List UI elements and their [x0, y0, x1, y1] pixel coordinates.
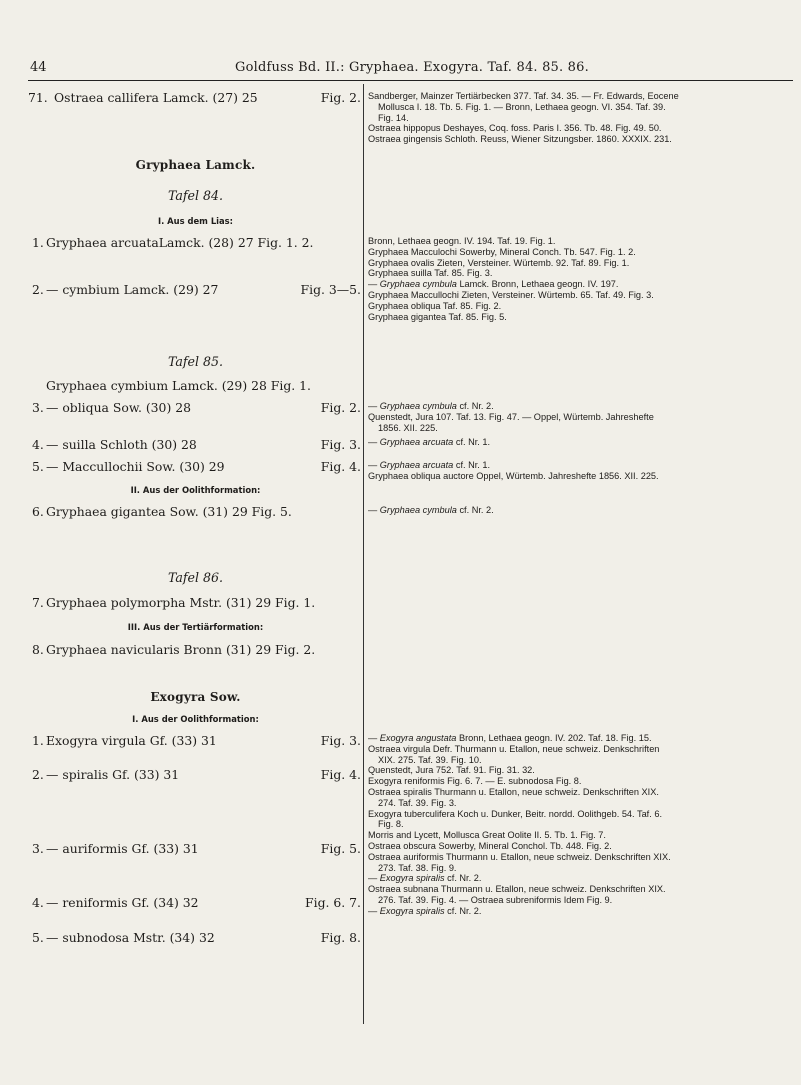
entry-71: 71. Ostraea callifera Lamck. (27) 25 Fig. 2. — [28, 90, 361, 105]
entry-8: 8. Gryphaea navicularis Bronn (31) 29 Fig. 2. — [32, 642, 316, 657]
entry-6: 6. Gryphaea gigantea Sow. (31) 29 Fig. 5. — [32, 504, 292, 519]
page-number: 44 — [30, 60, 47, 75]
refs-entries-1-2: Bronn, Lethaea geogn. IV. 194. Taf. 19. Fig. 1. Gryphaea Macculochi Sowerby, Mineral Conch. Tb. 547. Fig. 1. 2. Gryphaea ovalis Zieten, Versteiner. Würtemb. 92. Taf. 89. Fig. 1. Gryphaea suilla Taf. 85. Fig. 3. — Gryphaea cymbula Lamck. Bronn, Lethaea geogn. IV. 197. Gryphaea Maccullochi Zieten, Versteiner. Würtemb. 65. Taf. 49. Fig. 3. Gryphaea obliqua Taf. 85. Fig. 2. Gryphaea gigantea Taf. 85. Fig. 5. — [368, 236, 654, 322]
header-rule — [28, 80, 793, 81]
entry-2: 2. — cymbium Lamck. (29) 27 Fig. 3—5. — [32, 282, 361, 297]
entry-7: 7. Gryphaea polymorpha Mstr. (31) 29 Fig. 1. — [32, 595, 316, 610]
refs-entry-71: Sandberger, Mainzer Tertiärbecken 377. Taf. 34. 35. — Fr. Edwards, Eocene Mollusca I. 18. Tb. 5. Fig. 1. — Bronn, Lethaea geogn. VI. 354. Taf. 39. Fig. 14. Ostraea hippopus Deshayes, Coq. foss. Paris I. 356. Tb. 48. Fig. 49. 50. Ostraea gingensis Schloth. Reuss, Wiener Sitzungsber. 1860. XXXIX. 231. — [368, 91, 679, 145]
entry-x5: 5. — subnodosa Mstr. (34) 32 Fig. 8. — [32, 930, 361, 945]
entry-x3: 3. — auriformis Gf. (33) 31 Fig. 5. — [32, 841, 361, 856]
tafel-84-heading: Tafel 84. — [167, 188, 224, 203]
section-oolith-2: I. Aus der Oolithformation: — [132, 714, 259, 724]
genus-heading-gryphaea: Gryphaea Lamck. — [135, 158, 256, 172]
section-tertiar: III. Aus der Tertiärformation: — [127, 622, 264, 632]
running-title: Goldfuss Bd. II.: Gryphaea. Exogyra. Taf. 84. 85. 86. — [235, 60, 589, 75]
entry-85-1: Gryphaea cymbium Lamck. (29) 28 Fig. 1. — [46, 378, 311, 393]
entry-x2: 2. — spiralis Gf. (33) 31 Fig. 4. — [32, 767, 361, 782]
column-divider — [363, 84, 364, 1024]
tafel-85-heading: Tafel 85. — [167, 354, 224, 369]
section-oolith: II. Aus der Oolithformation: — [130, 485, 261, 495]
tafel-86-heading: Tafel 86. — [167, 570, 224, 585]
running-header — [0, 56, 801, 80]
entry-5: 5. — Maccullochii Sow. (30) 29 Fig. 4. — [32, 459, 361, 474]
refs-entry-4: — Gryphaea arcuata cf. Nr. 1. — [368, 437, 491, 447]
entry-1: 1. Gryphaea arcuataLamck. (28) 27 Fig. 1. 2. — [32, 235, 314, 250]
refs-exogyra: — Exogyra angustata Bronn, Lethaea geogn. IV. 202. Taf. 18. Fig. 15. Ostraea virgula Defr. Thurmann u. Etallon, neue schweiz. Denkschriften XIX. 275. Taf. 39. Fig. 10. Quenstedt, Jura 752. Taf. 91. Fig. 31. 32. Exogyra reniformis Fig. 6. 7. — E. subnodosa Fig. 8. Ostraea spiralis Thurmann u. Etallon, neue schweiz. Denkschriften XIX. 274. Taf. 39. Fig. 3. Exogyra tuberculifera Koch u. Dunker, Beitr. nordd. Oolithgeb. 54. Taf. 6. Fig. 8. Morris and Lycett, Mollusca Great Oolite II. 5. Tb. 1. Fig. 7. Ostraea obscura Sowerby, Mineral Conchol. Tb. 448. Fig. 2. Ostraea auriformis Thurmann u. Etallon, neue schweiz. Denkschriften XIX. 273. Taf. 38. Fig. 9. — Exogyra spiralis cf. Nr. 2. Ostraea subnana Thurmann u. Etallon, neue schweiz. Denkschriften XIX. 276. Taf. 39. Fig. 4. — Ostraea subreniformis Idem Fig. 9. — Exogyra spiralis cf. Nr. 2. — [368, 733, 671, 916]
refs-entry-6: — Gryphaea cymbula cf. Nr. 2. — [368, 505, 494, 515]
entry-4: 4. — suilla Schloth (30) 28 Fig. 3. — [32, 437, 361, 452]
genus-heading-exogyra: Exogyra Sow. — [150, 690, 241, 704]
section-lias: I. Aus dem Lias: — [157, 216, 234, 226]
entry-x4: 4. — reniformis Gf. (34) 32 Fig. 6. 7. — [32, 895, 361, 910]
refs-entry-5: — Gryphaea arcuata cf. Nr. 1. Gryphaea obliqua auctore Oppel, Würtemb. Jahreshefte 1856. XII. 225. — [368, 460, 659, 481]
entry-x1: 1. Exogyra virgula Gf. (33) 31 Fig. 3. — [32, 733, 361, 748]
refs-entry-3: — Gryphaea cymbula cf. Nr. 2. Quenstedt, Jura 107. Taf. 13. Fig. 47. — Oppel, Würtemb. Jahreshefte 1856. XII. 225. — [368, 401, 654, 433]
entry-3: 3. — obliqua Sow. (30) 28 Fig. 2. — [32, 400, 361, 415]
